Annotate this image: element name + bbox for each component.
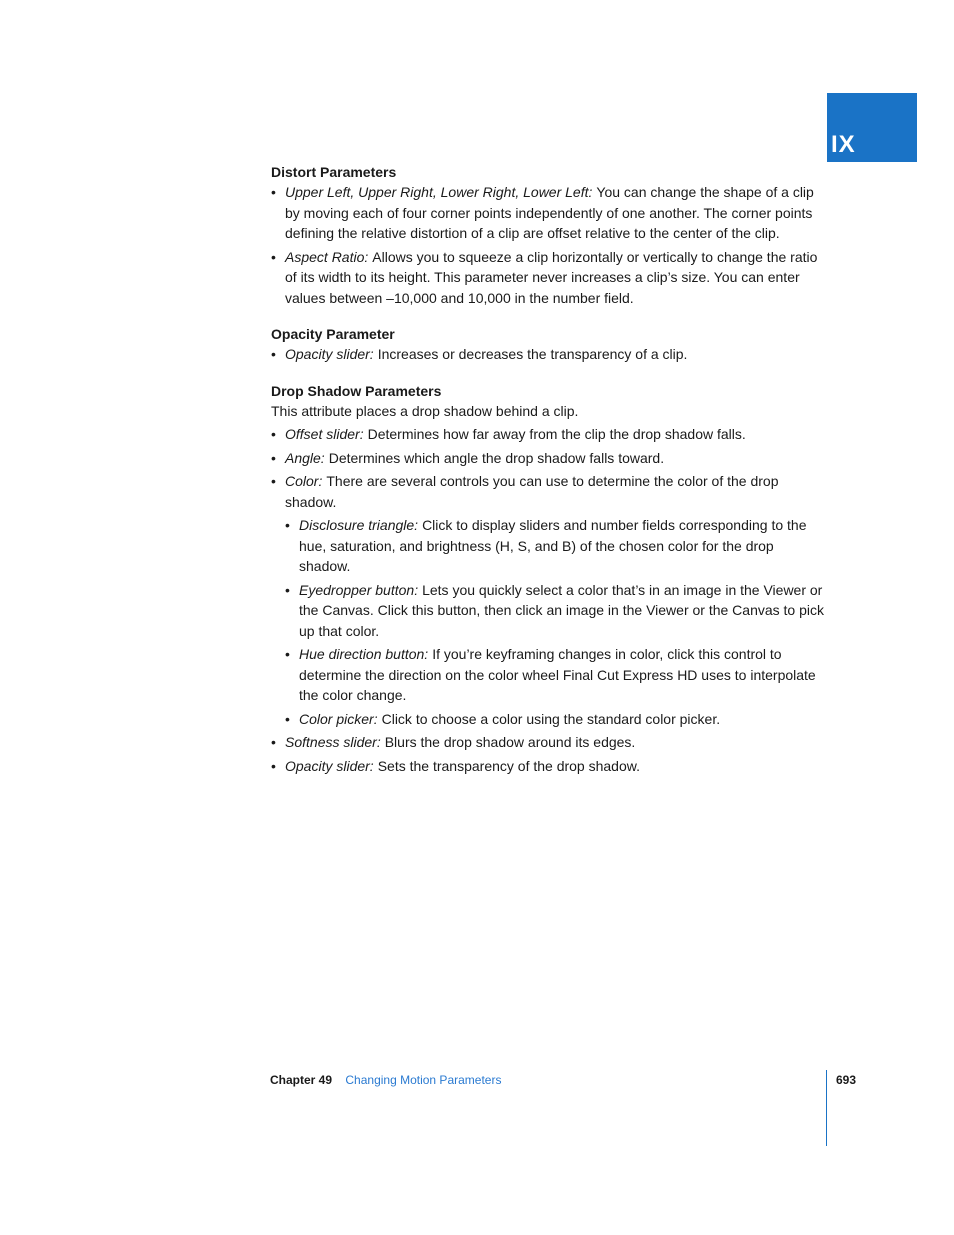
opacity-list	[271, 344, 827, 365]
list-item	[271, 471, 827, 512]
sub-list-item	[285, 580, 827, 642]
item-term: Upper Left, Upper Right, Lower Right, Lower Left:	[285, 184, 593, 200]
item-term: Offset slider:	[285, 426, 364, 442]
item-term: Hue direction button:	[299, 646, 429, 662]
item-text: If you’re keyframing changes in color, click this control to determine the direction on the color wheel Final Cut Express HD uses to interpolate the color change.	[299, 646, 816, 703]
drop-shadow-list	[271, 424, 827, 776]
item-text: Determines which angle the drop shadow falls toward.	[328, 449, 665, 466]
item-text: Click to display sliders and number fields corresponding to the hue, saturation, and brightness (H, S, and B) of the chosen color for the drop shadow.	[299, 517, 807, 574]
item-text: Increases or decreases the transparency of a clip.	[377, 346, 688, 362]
item-term: Eyedropper button:	[299, 581, 419, 598]
item-text: Allows you to squeeze a clip horizontally or vertically to change the ratio of its width to its height. This parameter never increases a clip’s size. You can enter values between –10,000 and 10,000 in the number field.	[285, 248, 818, 306]
sub-list-item	[285, 644, 827, 706]
page-content	[271, 162, 827, 779]
item-term: Disclosure triangle:	[299, 517, 419, 533]
footer-divider	[826, 1070, 827, 1146]
sub-list-item	[285, 709, 827, 730]
page-footer	[270, 1072, 501, 1088]
item-term: Opacity slider:	[285, 346, 374, 362]
chapter-label: Chapter 49	[270, 1073, 333, 1087]
item-text: There are several controls you can use to determine the color of the drop shadow.	[285, 473, 779, 510]
item-text: Determines how far away from the clip the drop shadow falls.	[367, 426, 746, 442]
part-tab	[827, 93, 917, 162]
item-text: Sets the transparency of the drop shadow.	[377, 757, 640, 774]
item-term: Softness slider:	[285, 734, 381, 750]
list-item	[271, 756, 827, 777]
section-heading-opacity: Opacity Parameter	[271, 326, 395, 342]
item-term: Color picker:	[299, 710, 378, 727]
distort-list	[271, 182, 827, 308]
list-item	[271, 247, 827, 309]
page-number: 693	[836, 1073, 857, 1087]
section-intro: This attribute places a drop shadow behind a clip.	[271, 402, 579, 419]
item-term: Aspect Ratio:	[285, 248, 369, 265]
list-item	[271, 732, 827, 753]
section-heading-drop-shadow: Drop Shadow Parameters	[271, 382, 442, 399]
part-label: IX	[831, 131, 856, 158]
item-term: Color:	[285, 473, 323, 489]
list-item	[271, 424, 827, 445]
list-item	[271, 182, 827, 244]
item-term: Angle:	[285, 449, 325, 466]
item-text: Lets you quickly select a color that’s in an image in the Viewer or the Canvas. Click this button, then click an image in the Viewer or the Canvas to pick up that color.	[299, 581, 825, 639]
sub-list-item	[285, 515, 827, 577]
chapter-title-link[interactable]: Changing Motion Parameters	[345, 1073, 502, 1087]
list-item	[271, 448, 827, 469]
item-text: Click to choose a color using the standard color picker.	[381, 710, 721, 727]
item-text: Blurs the drop shadow around its edges.	[384, 734, 636, 750]
section-heading-distort: Distort Parameters	[271, 164, 397, 180]
item-text: You can change the shape of a clip by moving each of four corner points independently of one another. The corner points defining the relative distortion of a clip are offset relative to the center of the clip.	[285, 184, 814, 241]
list-item	[271, 344, 827, 365]
item-term: Opacity slider:	[285, 757, 374, 774]
